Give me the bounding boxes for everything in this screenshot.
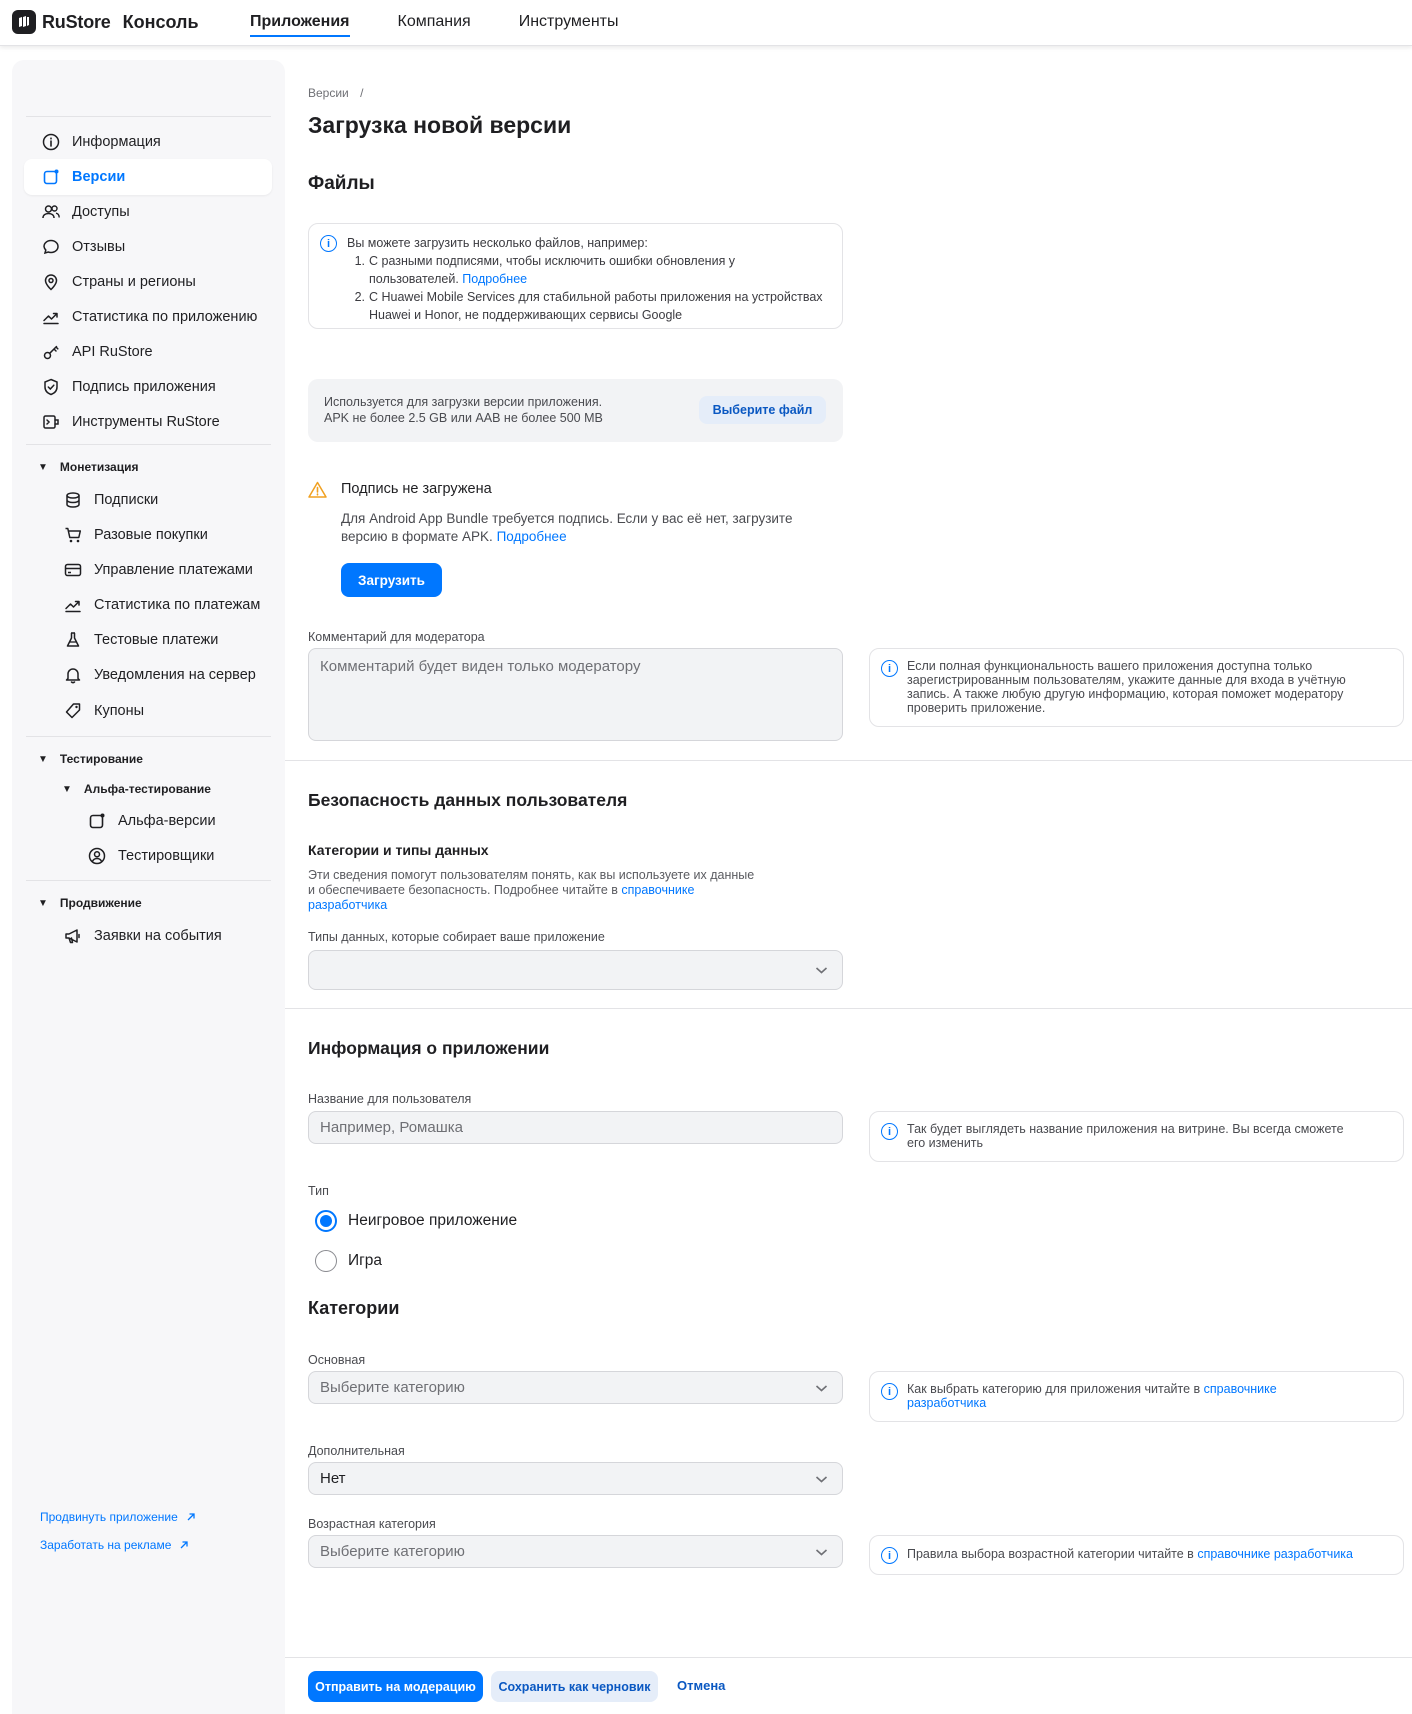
sidebar-item-countries[interactable] — [24, 264, 272, 300]
sidebar-item-versions[interactable] — [24, 159, 272, 195]
sidebar — [12, 60, 285, 1714]
sidebar-item-label: API RuStore — [72, 344, 153, 360]
external-link-icon — [179, 1540, 189, 1550]
chevron-down-icon — [815, 1473, 828, 1485]
info-icon: i — [881, 1547, 898, 1564]
triangle-down-icon: ▼ — [38, 461, 48, 473]
app-name-input[interactable]: Например, Ромашка — [308, 1111, 843, 1144]
tag-icon — [62, 700, 84, 722]
main-category-label: Основная — [308, 1353, 366, 1367]
data-types-label: Типы данных, которые собирает ваше приложение — [308, 930, 605, 944]
sidebar-group-alpha[interactable]: ▼ Альфа-тестирование — [62, 782, 211, 796]
info-icon: i — [881, 1123, 898, 1140]
extra-category-select[interactable]: Нет — [308, 1462, 843, 1495]
sidebar-item-label: Инструменты RuStore — [72, 414, 220, 430]
sidebar-item-label: Страны и регионы — [72, 274, 196, 290]
category-guide-link[interactable]: справочнике разработчика — [907, 1382, 1277, 1410]
sidebar-item-test-payments[interactable]: Тестовые платежи — [46, 622, 272, 658]
sidebar-item-event-requests[interactable]: Заявки на события — [46, 918, 272, 954]
versions-icon — [86, 810, 108, 832]
top-nav — [250, 0, 666, 46]
chevron-down-icon — [815, 964, 828, 976]
files-title: Файлы — [308, 173, 375, 194]
main-content — [285, 60, 1412, 1714]
data-safety-text: Эти сведения помогут пользователям понять, как вы используете их данные и обеспечиваете безопасность. Подробнее читайте в справочнике разработчика — [308, 868, 755, 912]
triangle-down-icon: ▼ — [38, 897, 48, 909]
info-icon: i — [881, 660, 898, 677]
chevron-down-icon — [815, 1546, 828, 1558]
sidebar-item-label: Статистика по приложению — [72, 309, 258, 325]
main-category-note: i Как выбрать категорию для приложения читайте в справочнике разработчика — [869, 1371, 1404, 1422]
sidebar-item-label: Доступы — [72, 204, 130, 220]
sidebar-item-server-notifications[interactable]: Уведомления на сервер — [46, 657, 272, 693]
chart-icon — [62, 594, 84, 616]
breadcrumb-versions[interactable]: Версии — [308, 86, 349, 100]
upload-signature-button[interactable]: Загрузить — [341, 563, 442, 597]
page-title: Загрузка новой версии — [308, 112, 572, 138]
signature-more-link[interactable]: Подробнее — [496, 529, 567, 544]
chevron-down-icon — [815, 1382, 828, 1394]
sidebar-item-testers[interactable]: Тестировщики — [70, 838, 272, 874]
nav-company[interactable]: Компания — [397, 13, 471, 30]
section-divider — [285, 760, 1412, 761]
info-icon: i — [320, 235, 337, 252]
sidebar-divider — [26, 444, 271, 445]
sidebar-item-info[interactable] — [24, 124, 272, 160]
files-info-box: i Вы можете загрузить несколько файлов, например: 1. С разными подписями, чтобы исключить ошибки обновления у пользователей. Подробнее 2. С Huawei Mobile Services для стабильной работы приложения на устройствах Huawei и Honor, не поддерживающих сервисы Google — [308, 223, 843, 329]
sidebar-group-testing[interactable]: ▼ Тестирование — [38, 752, 143, 766]
nav-apps[interactable]: Приложения — [250, 0, 350, 46]
section-divider — [285, 1008, 1412, 1009]
card-icon — [62, 559, 84, 581]
brand-name: RuStore — [42, 11, 111, 32]
footer-actions — [285, 1657, 1412, 1714]
type-label: Тип — [308, 1184, 329, 1198]
moderator-comment-input[interactable]: Комментарий будет виден только модератору — [308, 648, 843, 741]
data-types-select[interactable] — [308, 950, 843, 990]
triangle-down-icon: ▼ — [38, 753, 48, 765]
extra-category-label: Дополнительная — [308, 1444, 405, 1458]
sidebar-group-monetization[interactable]: ▼ Монетизация — [38, 460, 139, 474]
users-icon — [40, 201, 62, 223]
external-link-icon — [186, 1512, 196, 1522]
bell-icon — [62, 664, 84, 686]
age-category-select[interactable]: Выберите категорию — [308, 1535, 843, 1568]
sidebar-item-access[interactable] — [24, 194, 272, 230]
megaphone-icon — [62, 925, 84, 947]
sidebar-group-promotion[interactable]: ▼ Продвижение — [38, 896, 142, 910]
chat-icon — [40, 236, 62, 258]
location-icon — [40, 271, 62, 293]
moderator-comment-label: Комментарий для модератора — [308, 630, 485, 644]
file-upload-area[interactable]: Используется для загрузки версии приложения. APK не более 2.5 GB или AAB не более 500 MB Выберите файл — [308, 379, 843, 442]
data-safety-subtitle: Категории и типы данных — [308, 842, 489, 858]
submit-moderation-button[interactable]: Отправить на модерацию — [308, 1671, 483, 1702]
info-icon: i — [881, 1383, 898, 1400]
type-radio-game[interactable]: Игра — [315, 1250, 382, 1272]
app-info-title: Информация о приложении — [308, 1038, 550, 1058]
rustore-logo-icon — [12, 10, 36, 34]
main-category-select[interactable]: Выберите категорию — [308, 1371, 843, 1404]
promote-app-link[interactable]: Продвинуть приложение — [40, 1510, 196, 1524]
age-category-label: Возрастная категория — [308, 1517, 436, 1531]
age-category-note: i Правила выбора возрастной категории читайте в справочнике разработчика — [869, 1535, 1404, 1575]
sidebar-item-coupons[interactable]: Купоны — [46, 693, 272, 729]
sidebar-item-rustore-tools[interactable] — [24, 404, 272, 440]
earn-ads-link[interactable]: Заработать на рекламе — [40, 1538, 189, 1552]
key-icon — [40, 341, 62, 363]
sidebar-item-alpha-versions[interactable]: Альфа-версии — [70, 803, 272, 839]
warning-icon — [308, 481, 327, 498]
sidebar-item-payment-stats[interactable]: Статистика по платежам — [46, 587, 272, 623]
info-icon — [40, 131, 62, 153]
moderator-note: i Если полная функциональность вашего приложения доступна только зарегистрированным пользователям, укажите данные для входа в учётную запись. А также любую другую информацию, которая поможет модератору проверить приложение. — [869, 648, 1404, 727]
choose-file-button[interactable]: Выберите файл — [699, 396, 826, 424]
categories-title: Категории — [308, 1298, 400, 1318]
database-icon — [62, 489, 84, 511]
sidebar-item-payment-management[interactable]: Управление платежами — [46, 552, 272, 588]
radio-unchecked-icon — [315, 1250, 337, 1272]
app-name-note: i Так будет выглядеть название приложения на витрине. Вы всегда сможете его изменить — [869, 1111, 1404, 1162]
radio-checked-icon — [315, 1210, 337, 1232]
sidebar-item-one-time-purchases[interactable]: Разовые покупки — [46, 517, 272, 553]
sidebar-divider — [26, 880, 271, 881]
triangle-down-icon: ▼ — [62, 783, 72, 795]
logo[interactable] — [12, 10, 199, 34]
cancel-button[interactable]: Отмена — [677, 1678, 726, 1693]
age-guide-link[interactable]: справочнике разработчика — [1197, 1547, 1353, 1561]
sidebar-item-signature[interactable] — [24, 369, 272, 405]
console-label: Консоль — [122, 11, 199, 32]
chart-icon — [40, 306, 62, 328]
sidebar-item-subscriptions[interactable]: Подписки — [46, 482, 272, 518]
versions-icon — [40, 166, 62, 188]
cart-icon — [62, 524, 84, 546]
save-draft-button[interactable]: Сохранить как черновик — [491, 1671, 658, 1702]
data-safety-title: Безопасность данных пользователя — [308, 790, 628, 810]
sidebar-item-label: Подпись приложения — [72, 379, 216, 395]
sidebar-item-label: Информация — [72, 134, 161, 150]
shield-icon — [40, 376, 62, 398]
sidebar-item-label: Отзывы — [72, 239, 126, 255]
files-info-more-link[interactable]: Подробнее — [462, 272, 528, 286]
flask-icon — [62, 629, 84, 651]
signature-title: Подпись не загружена — [341, 481, 492, 497]
top-bar — [0, 0, 1412, 46]
breadcrumb: Версии / — [308, 86, 364, 100]
app-name-label: Название для пользователя — [308, 1092, 472, 1106]
type-radio-non-game[interactable]: Неигровое приложение — [315, 1210, 517, 1232]
sidebar-item-label: Версии — [72, 169, 126, 185]
developer-guide-link[interactable]: справочнике разработчика — [308, 883, 695, 912]
sidebar-item-app-stats[interactable] — [24, 299, 272, 335]
sidebar-item-api[interactable] — [24, 334, 272, 370]
nav-tools[interactable]: Инструменты — [518, 13, 619, 30]
signature-text: Для Android App Bundle требуется подпись. Если у вас её нет, загрузите версию в формате APK. Подробнее — [341, 511, 793, 544]
sidebar-item-reviews[interactable] — [24, 229, 272, 265]
sidebar-divider — [26, 736, 271, 737]
tools-icon — [40, 411, 62, 433]
sidebar-divider — [26, 116, 271, 117]
user-circle-icon — [86, 845, 108, 867]
